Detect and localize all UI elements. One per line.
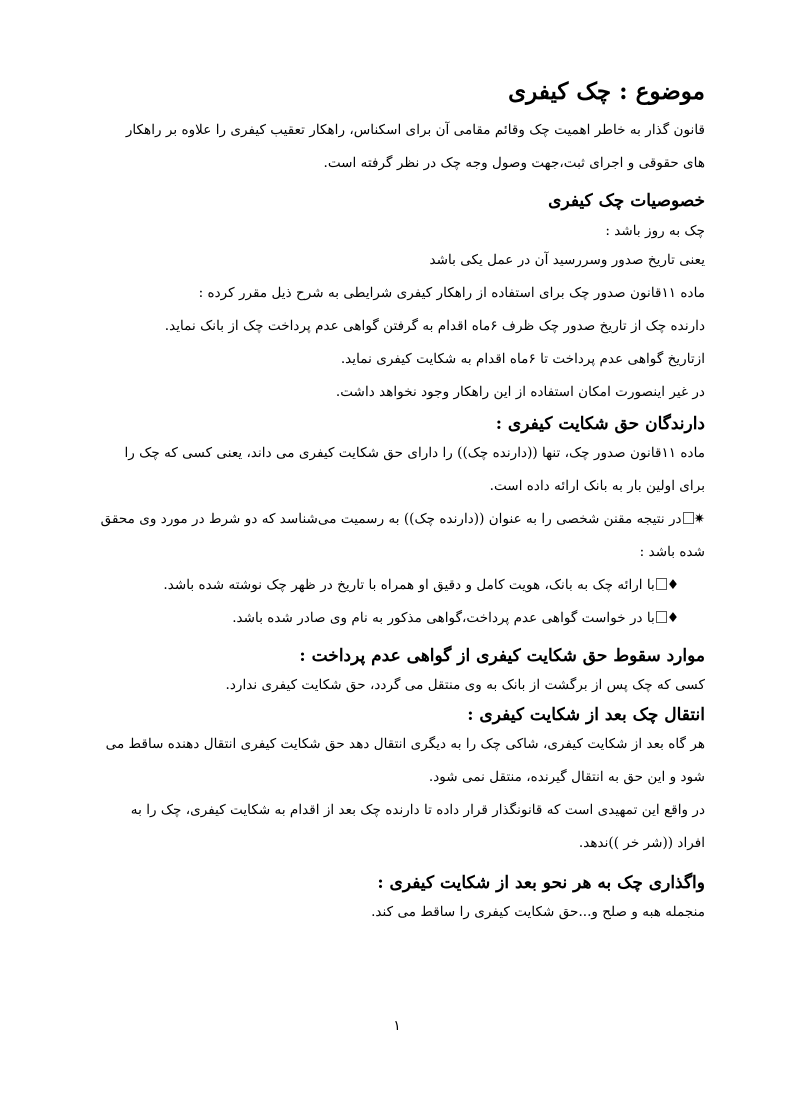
holders-line	[100, 503, 705, 536]
intro-line-1: قانون گذار به خاطر اهمیت چک وقائم مقامی آن برای اسکناس، راهکار تعقیب کیفری را علاوه بر راهکار	[125, 122, 705, 138]
holders-line: برای اولین بار به بانک ارائه داده است.	[489, 478, 705, 494]
intro-line-2: های حقوقی و اجرای ثبت،جهت وصول وجه چک در نظر گرفته است.	[323, 155, 705, 171]
features-line: ازتاریخ گواهی عدم پرداخت تا ۶ماه اقدام به شکایت کیفری نماید.	[340, 351, 705, 367]
checkbox-square-icon	[656, 578, 667, 590]
checkbox-square-icon	[683, 512, 694, 524]
lapse-text: کسی که چک پس از برگشت از بانک به وی منتقل می گردد، حق شکایت کیفری ندارد.	[225, 677, 705, 693]
star-icon: ✷	[693, 511, 705, 527]
condition-text: با در خواست گواهی عدم پرداخت،گواهی مذکور به نام وی صادر شده باشد.	[232, 610, 655, 626]
features-line: ماده ۱۱قانون صدور چک برای استفاده از راهکار کیفری شرایطی به شرح ذیل مقرر کرده :	[198, 285, 705, 301]
features-line: در غیر اینصورت امکان استفاده از این راهکار وجود نخواهد داشت.	[335, 384, 705, 400]
condition-text: با ارائه چک به بانک، هویت کامل و دقیق او همراه با تاریخ در ظهر چک نوشته شده باشد.	[163, 577, 655, 593]
checkbox-square-icon	[656, 611, 667, 623]
features-line: چک به روز باشد :	[605, 223, 705, 239]
document-title: موضوع : چک کیفری	[508, 78, 705, 105]
diamond-icon: ♦	[666, 610, 679, 626]
page-number: ۱	[393, 1018, 401, 1034]
holders-text: در نتیجه مقنن شخصی را به عنوان ((دارنده چک)) به رسمیت می‌شناسد که دو شرط در مورد وی محقق	[100, 511, 682, 527]
features-line: یعنی تاریخ صدور وسررسید آن در عمل یکی باشد	[429, 252, 705, 268]
holders-line: ماده ۱۱قانون صدور چک، تنها ((دارنده چک)) را دارای حق شکایت کیفری می داند، یعنی کسی که چک را	[124, 445, 705, 461]
section-heading-transfer: انتقال چک بعد از شکایت کیفری :	[467, 705, 705, 725]
document-body	[100, 76, 705, 929]
section-heading-lapse: موارد سقوط حق شکایت کیفری از گواهی عدم پرداخت :	[299, 646, 705, 666]
condition-item	[100, 602, 679, 635]
section-heading-features: خصوصیات چک کیفری	[548, 191, 705, 211]
section-heading-assignment: واگذاری چک به هر نحو بعد از شکایت کیفری :	[377, 873, 705, 893]
transfer-line: هر گاه بعد از شکایت کیفری، شاکی چک را به دیگری انتقال دهد حق شکایت کیفری انتقال دهنده ساقط می	[105, 736, 705, 752]
transfer-line: در واقع این تمهیدی است که قانونگذار قرار داده تا دارنده چک بعد از اقدام به شکایت کیفری، چک را به	[130, 802, 705, 818]
section-heading-holders: دارندگان حق شکایت کیفری :	[495, 414, 705, 434]
assignment-text: منجمله هبه و صلح و...حق شکایت کیفری را ساقط می کند.	[371, 904, 705, 920]
transfer-line: شود و این حق به انتقال گیرنده، منتقل نمی شود.	[428, 769, 705, 785]
condition-item	[100, 569, 679, 602]
transfer-line: افراد ((شر خر ))ندهد.	[578, 835, 705, 851]
features-line: دارنده چک از تاریخ صدور چک ظرف ۶ماه اقدام به گرفتن گواهی عدم پرداخت چک از بانک نماید.	[164, 318, 705, 334]
holders-line: شده باشد :	[639, 544, 705, 560]
diamond-icon: ♦	[666, 577, 679, 593]
